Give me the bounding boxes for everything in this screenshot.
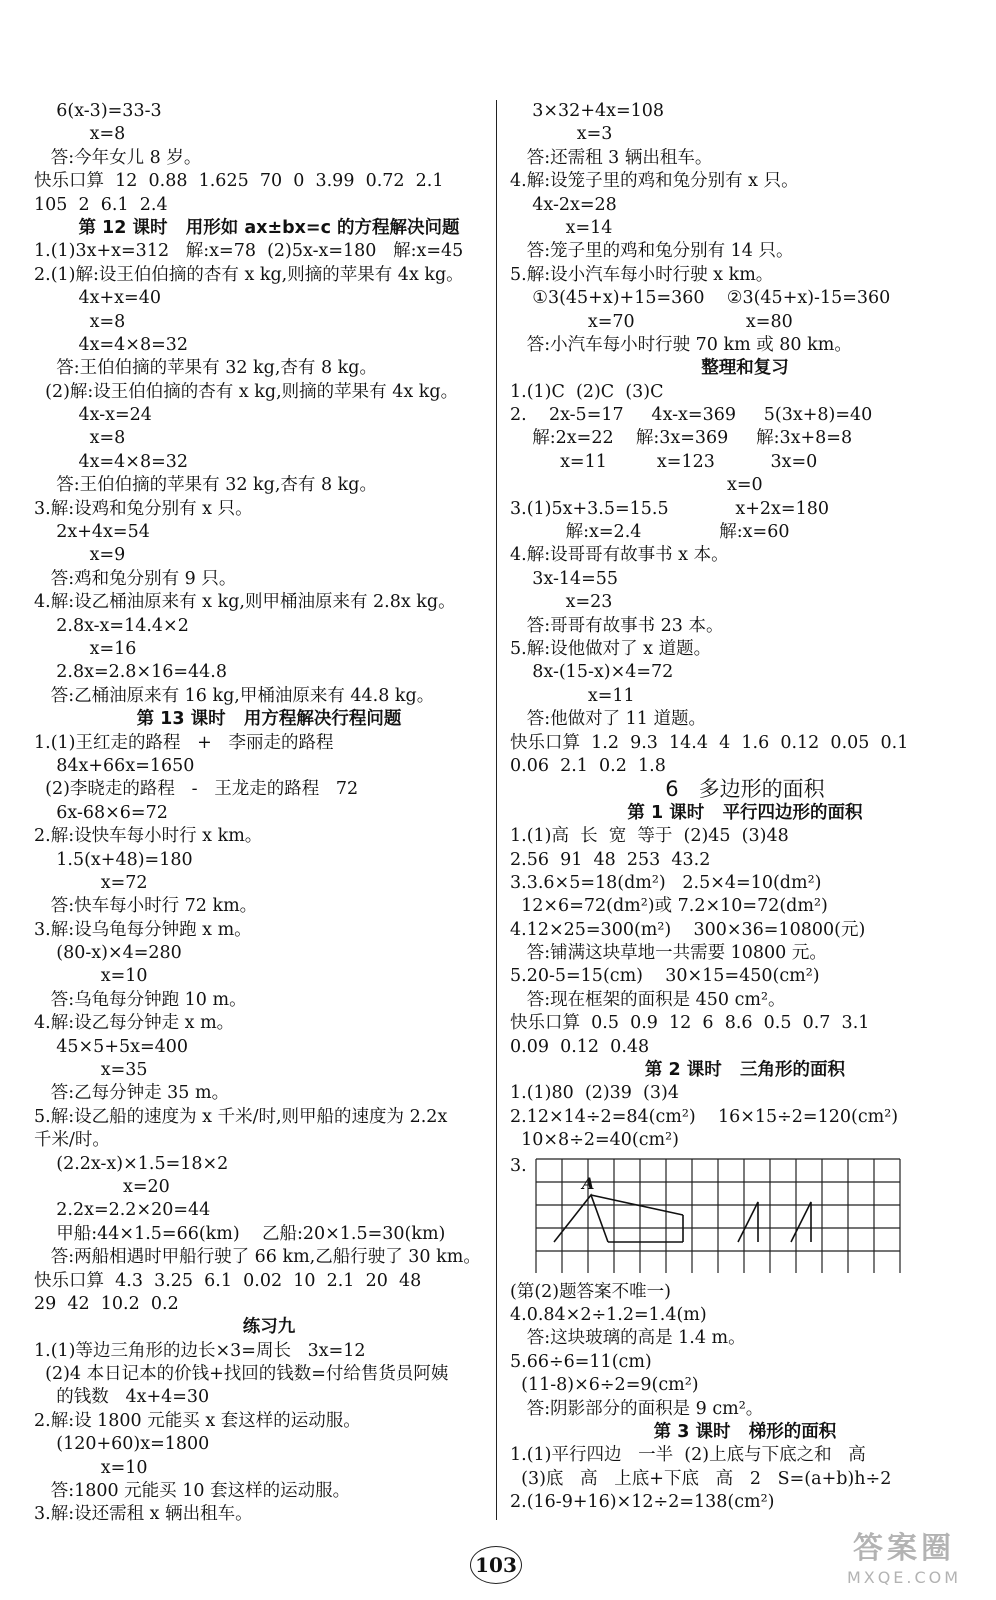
left-line: 答:1800 元能买 10 套这样的运动服。 (34, 1481, 351, 1502)
right-top-line: x=3 (510, 124, 613, 145)
triangle-drawings (554, 1195, 811, 1242)
left-line: (2.2x-x)×1.5=18×2 (34, 1153, 229, 1174)
left-line: x=8 (34, 124, 126, 145)
left-line: 1.(1)王红走的路程 + 李丽走的路程 (34, 732, 334, 753)
right-top-line: 解:2x=22 解:3x=369 解:3x+8=8 (510, 428, 853, 449)
right-top-line: 答:小汽车每小时行驶 70 km 或 80 km。 (510, 334, 852, 355)
right-top-heading: 第 2 课时 三角形的面积 (644, 1060, 846, 1081)
triangle-d (791, 1202, 811, 1242)
watermark-url: MXQE.COM (846, 1568, 962, 1587)
right-top-heading: 6 多边形的面积 (665, 777, 825, 802)
left-line: 3.解:设鸡和兔分别有 x 只。 (34, 498, 253, 519)
left-line: x=8 (34, 428, 126, 449)
right-bottom-line: (11-8)×6÷2=9(cm²) (510, 1375, 699, 1396)
left-line: 4.解:设乙桶油原来有 x kg,则甲桶油原来有 2.8x kg。 (34, 592, 456, 613)
left-line: x=35 (34, 1060, 148, 1081)
left-line: 答:王伯伯摘的苹果有 32 kg,杏有 8 kg。 (34, 475, 377, 496)
right-bottom-line: 2.(16-9+16)×12÷2=138(cm²) (510, 1492, 775, 1513)
right-top-line: 12×6=72(dm²)或 7.2×10=72(dm²) (510, 896, 828, 917)
left-line: 答:王伯伯摘的苹果有 32 kg,杏有 8 kg。 (34, 358, 377, 379)
right-top-line: 2.12×14÷2=84(cm²) 16×15÷2=120(cm²) (510, 1106, 899, 1127)
left-line: 2.(1)解:设王伯伯摘的杏有 x kg,则摘的苹果有 4x kg。 (34, 264, 464, 285)
left-line: 4x-x=24 (34, 405, 152, 426)
grid-question-number: 3. (510, 1155, 527, 1176)
right-top-line: 4.解:设哥哥有故事书 x 本。 (510, 545, 729, 566)
left-line: x=10 (34, 966, 148, 987)
right-top-line: 1.(1)80 (2)39 (3)4 (510, 1083, 679, 1104)
left-line: 105 2 6.1 2.4 (34, 194, 168, 215)
left-line: 答:乙桶油原来有 16 kg,甲桶油原来有 44.8 kg。 (34, 685, 435, 706)
left-line: 6x-68×6=72 (34, 802, 168, 823)
point-a-label: A (582, 1173, 595, 1193)
left-line: 快乐口算 12 0.88 1.625 70 0 3.99 0.72 2.1 (34, 171, 444, 192)
right-top-line: 快乐口算 0.5 0.9 12 6 8.6 0.5 0.7 3.1 (510, 1013, 870, 1034)
left-line: 答:乌龟每分钟跑 10 m。 (34, 989, 247, 1010)
right-bottom-line: 5.66÷6=11(cm) (510, 1351, 652, 1372)
left-line: 45×5+5x=400 (34, 1036, 189, 1057)
left-line: 4x=4×8=32 (34, 334, 189, 355)
right-bottom-line: 答:阴影部分的面积是 9 cm²。 (510, 1398, 764, 1419)
left-heading: 练习九 (242, 1317, 296, 1338)
left-line: (80-x)×4=280 (34, 943, 182, 964)
right-top-line: 解:x=2.4 解:x=60 (510, 522, 790, 543)
right-bottom-line: 答:这块玻璃的高是 1.4 m。 (510, 1328, 746, 1349)
left-line: 84x+66x=1650 (34, 755, 195, 776)
right-top-line: 4.12×25=300(m²) 300×36=10800(元) (510, 919, 866, 940)
right-top-heading: 整理和复习 (701, 358, 789, 379)
right-column-top (510, 100, 980, 1153)
left-line: 2.2x=2.2×20=44 (34, 1200, 211, 1221)
right-top-line: 4.解:设笼子里的鸡和兔分别有 x 只。 (510, 171, 799, 192)
right-top-line: x=11 x=123 3x=0 (510, 451, 818, 472)
left-line: 4x+x=40 (34, 288, 161, 309)
left-line: 答:今年女儿 8 岁。 (34, 147, 202, 168)
left-line: x=16 (34, 638, 137, 659)
right-bottom-line: (3)底 高 上底+下底 高 2 S=(a+b)h÷2 (510, 1468, 892, 1489)
left-line: 甲船:44×1.5=66(km) 乙船:20×1.5=30(km) (34, 1223, 446, 1244)
triangle-c (738, 1202, 758, 1242)
right-top-line: 0.09 0.12 0.48 (510, 1036, 650, 1057)
left-line: (2)解:设王伯伯摘的杏有 x kg,则摘的苹果有 4x kg。 (34, 381, 459, 402)
left-line: 2.8x=2.8×16=44.8 (34, 662, 228, 683)
right-column-bottom (510, 1281, 980, 1515)
left-heading: 第 13 课时 用方程解决行程问题 (136, 709, 402, 730)
right-top-line: 4x-2x=28 (510, 194, 617, 215)
right-bottom-heading: 第 3 课时 梯形的面积 (653, 1421, 837, 1442)
left-line: 千米/时。 (34, 1130, 110, 1151)
left-line: x=8 (34, 311, 126, 332)
right-top-heading: 第 1 课时 平行四边形的面积 (627, 802, 863, 823)
left-line: 2.解:设快车每小时行 x km。 (34, 826, 263, 847)
right-top-line: x=70 x=80 (510, 311, 793, 332)
right-top-line: 3.3.6×5=18(dm²) 2.5×4=10(dm²) (510, 872, 822, 893)
triangle-grid-figure (526, 1155, 926, 1273)
right-top-line: x=11 (510, 685, 635, 706)
left-line: 答:乙每分钟走 35 m。 (34, 1083, 230, 1104)
right-top-line: ①3(45+x)+15=360 ②3(45+x)-15=360 (510, 288, 891, 309)
right-top-line: 10×8÷2=40(cm²) (510, 1130, 679, 1151)
left-line: 答:鸡和兔分别有 9 只。 (34, 568, 237, 589)
left-line: 5.解:设乙船的速度为 x 千米/时,则甲船的速度为 2.2x (34, 1106, 448, 1127)
left-line: 29 42 10.2 0.2 (34, 1293, 179, 1314)
left-column (34, 100, 504, 1527)
left-line: 2.解:设 1800 元能买 x 套这样的运动服。 (34, 1410, 361, 1431)
right-top-line: 3×32+4x=108 (510, 101, 665, 121)
left-line: (120+60)x=1800 (34, 1434, 210, 1455)
right-top-line: 3x-14=55 (510, 568, 619, 589)
right-top-line: 5.20-5=15(cm) 30×15=450(cm²) (510, 966, 820, 987)
right-top-line: 答:铺满这块草地一共需要 10800 元。 (510, 943, 827, 964)
right-top-line: 0.06 2.1 0.2 1.8 (510, 755, 666, 776)
right-top-line: 1.(1)C (2)C (3)C (510, 381, 664, 402)
left-line: 4.解:设乙每分钟走 x m。 (34, 1013, 235, 1034)
left-line: 的钱数 4x+4=30 (34, 1387, 210, 1408)
page-number: 103 (470, 1546, 522, 1584)
right-top-line: 5.解:设小汽车每小时行驶 x km。 (510, 264, 774, 285)
left-heading: 第 12 课时 用形如 ax±bx=c 的方程解决问题 (78, 217, 460, 238)
watermark-logo-text: 答案圈 (853, 1531, 955, 1566)
right-top-line: 答:他做对了 11 道题。 (510, 709, 706, 730)
left-line: 3.解:设还需租 x 辆出租车。 (34, 1504, 253, 1525)
right-column (510, 100, 980, 1514)
left-line: 4x=4×8=32 (34, 451, 189, 472)
right-top-line: 2. 2x-5=17 4x-x=369 5(3x+8)=40 (510, 405, 873, 426)
right-top-line: 2.56 91 48 253 43.2 (510, 849, 711, 870)
right-top-line: 答:还需租 3 辆出租车。 (510, 147, 713, 168)
left-line: 答:快车每小时行 72 km。 (34, 896, 258, 917)
right-top-line: 8x-(15-x)×4=72 (510, 662, 674, 683)
right-top-line: 3.(1)5x+3.5=15.5 x+2x=180 (510, 498, 829, 519)
left-line: 6(x-3)=33-3 (34, 101, 162, 121)
column-divider (496, 100, 497, 1520)
right-top-line: 答:笼子里的鸡和兔分别有 14 只。 (510, 241, 794, 262)
right-bottom-line: 1.(1)平行四边 一半 (2)上底与下底之和 高 (510, 1445, 866, 1466)
left-line: 答:两船相遇时甲船行驶了 66 km,乙船行驶了 30 km。 (34, 1247, 481, 1268)
right-bottom-line: 4.0.84×2÷1.2=1.4(m) (510, 1304, 707, 1325)
right-top-line: 快乐口算 1.2 9.3 14.4 4 1.6 0.12 0.05 0.1 (510, 732, 909, 753)
left-line: (2)李晓走的路程 - 王龙走的路程 72 (34, 779, 359, 800)
left-line: x=10 (34, 1457, 148, 1478)
right-top-line: 5.解:设他做对了 x 道题。 (510, 638, 712, 659)
right-top-line: 答:哥哥有故事书 23 本。 (510, 615, 724, 636)
left-line: x=72 (34, 872, 148, 893)
right-bottom-line: (第(2)题答案不唯一) (510, 1281, 671, 1302)
left-line: 1.5(x+48)=180 (34, 849, 193, 870)
left-line: 快乐口算 4.3 3.25 6.1 0.02 10 2.1 20 48 (34, 1270, 422, 1291)
right-top-line: x=23 (510, 592, 613, 613)
right-top-line: 1.(1)高 长 宽 等于 (2)45 (3)48 (510, 826, 789, 847)
left-line: 1.(1)等边三角形的边长×3=周长 3x=12 (34, 1340, 366, 1361)
left-line: 3.解:设乌龟每分钟跑 x m。 (34, 919, 252, 940)
watermark (816, 1530, 992, 1594)
left-line: (2)4 本日记本的价钱+找回的钱数=付给售货员阿姨 (34, 1364, 449, 1385)
right-top-line: 答:现在框架的面积是 450 cm²。 (510, 989, 786, 1010)
right-top-line: x=0 (510, 475, 763, 496)
triangle-grid-question (510, 1155, 980, 1277)
left-line: x=9 (34, 545, 126, 566)
left-line: 1.(1)3x+x=312 解:x=78 (2)5x-x=180 解:x=45 (34, 241, 464, 262)
left-line: 2.8x-x=14.4×2 (34, 615, 189, 636)
right-top-line: x=14 (510, 217, 613, 238)
left-line: x=20 (34, 1176, 170, 1197)
left-line: 2x+4x=54 (34, 522, 150, 543)
